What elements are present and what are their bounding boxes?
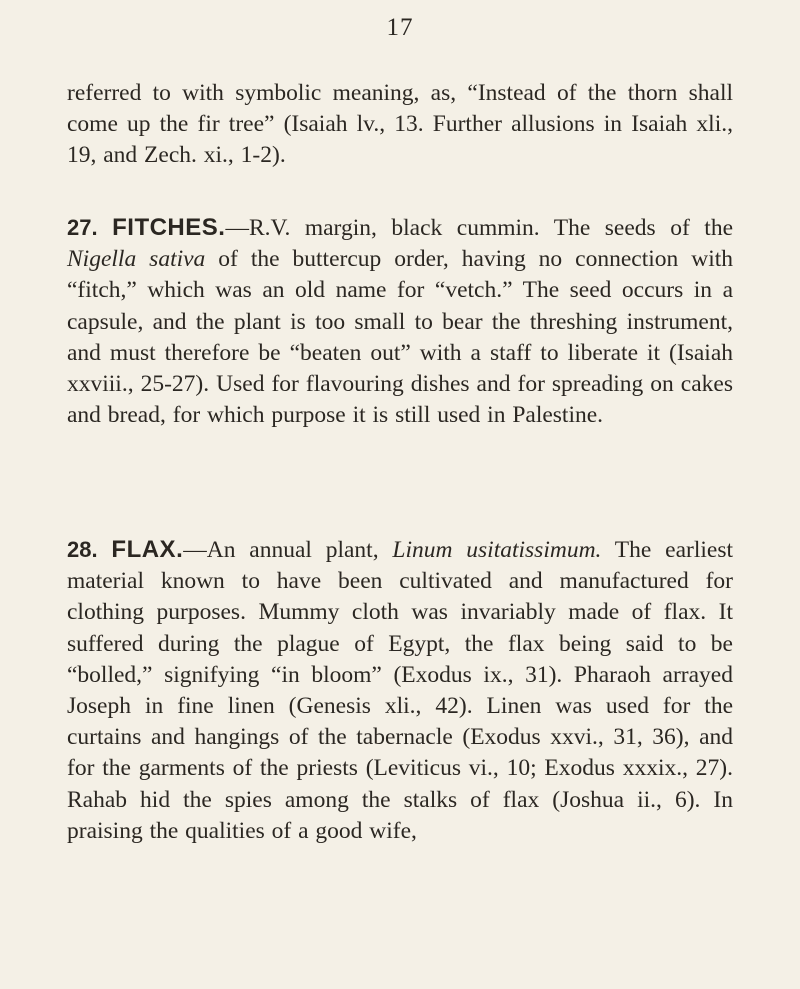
latin-name: Nigella sativa — [67, 246, 206, 273]
entry-text-continued: The earliest material known to have been cultivated and manufactured for clothing purposes. Mummy cloth was invariably made of flax. It suffered during the plague of Egypt, the flax being said to be “bolled,” signifying “in bloom” (Exodus ix., 31). Pharaoh arrayed Joseph in fine linen (Genesis xli., 42). Linen was used for the curtains and hangings of the tabernacle (Exodus xxvi., 31, 36), and for the garments of the priests (Leviticus vi., 10; Exodus xxxix., 27). Rahab hid the spies among the stalks of flax (Joshua ii., 6). In praising the qualities of a good wife, — [67, 537, 733, 844]
entry-fitches — [67, 212, 733, 431]
continued-paragraph — [67, 78, 733, 172]
entry-number: 28. — [67, 537, 98, 562]
entry-heading: FITCHES. — [112, 214, 226, 241]
entry-number: 27. — [67, 215, 98, 240]
latin-name: Linum usitatissimum. — [392, 537, 602, 563]
page-number: 17 — [386, 14, 414, 41]
entry-text: —R.V. margin, black cummin. The seeds of the — [225, 215, 733, 241]
entry-heading: FLAX. — [111, 536, 184, 563]
entry-flax — [67, 534, 733, 847]
entry-text: —An annual plant, — [183, 537, 393, 563]
entry-text-continued: of the buttercup order, having no connection with “fitch,” which was an old name for “vetch.” The seed occurs in a capsule, and the plant is too small to bear the threshing instrument, and must therefore be “beaten out” with a staff to liberate it (Isaiah xxviii., 25-27). Used for flavouring dishes and for spreading on cakes and bread, for which purpose it is still used in Palestine. — [67, 246, 734, 429]
paragraph-text: referred to with symbolic meaning, as, “Instead of the thorn shall come up the fir tree” (Isaiah lv., 13. Further allusions in Isaiah xli., 19, and Zech. xi., 1-2). — [67, 80, 733, 169]
